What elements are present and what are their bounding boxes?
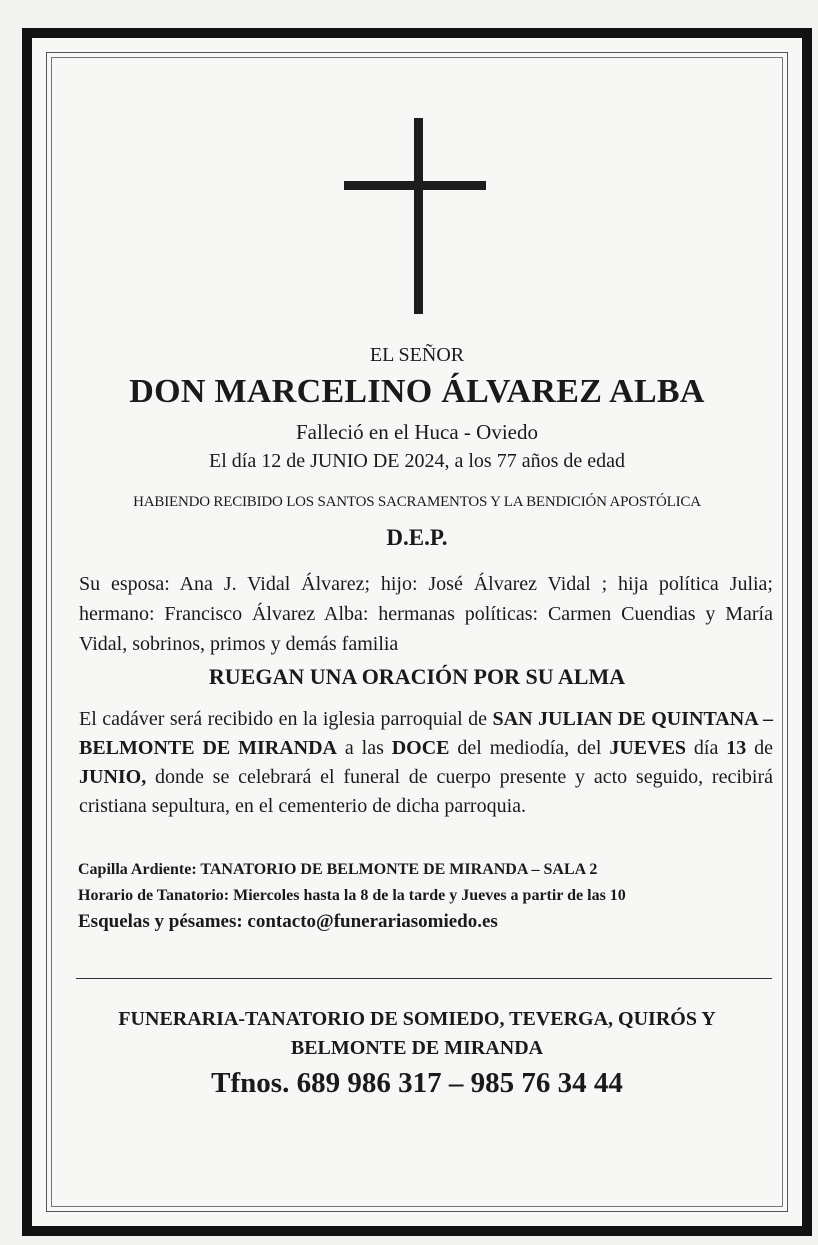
family-paragraph: Su esposa: Ana J. Vidal Álvarez; hijo: José Álvarez Vidal ; hija política Julia; hermano: Francisco Álvarez Alba: hermanas políticas: Carmen Cuendias y María Vidal, sobrinos, primos y demás familia [79, 573, 773, 655]
tanatorio-hours-line: Horario de Tanatorio: Miercoles hasta la 8 de la tarde y Jueves a partir de las 10 [78, 887, 626, 904]
ceremony-text-2: a las [337, 737, 392, 759]
ceremony-text-3: del mediodía, del [449, 737, 610, 759]
cross-horizontal-bar [344, 181, 486, 190]
divider-line [76, 978, 772, 979]
phone-numbers: Tfnos. 689 986 317 – 985 76 34 44 [211, 1067, 623, 1099]
ceremony-text-1: El cadáver será recibido en la iglesia parroquial de [79, 708, 493, 730]
obituary-card [22, 28, 812, 1236]
capilla-ardiente-line: Capilla Ardiente: TANATORIO DE BELMONTE DE MIRANDA – SALA 2 [78, 861, 598, 878]
title-prefix: EL SEÑOR [369, 344, 465, 366]
ceremony-paragraph [79, 705, 773, 821]
ceremony-time: DOCE [391, 737, 450, 759]
ceremony-day: 13 [726, 737, 747, 759]
prayer-request: RUEGAN UNA ORACIÓN POR SU ALMA [208, 664, 626, 689]
sacraments-line: HABIENDO RECIBIDO LOS SANTOS SACRAMENTOS Y LA BENDICIÓN APOSTÓLICA [133, 494, 701, 510]
ceremony-church: SAN JULIAN DE QUINTANA – BELMONTE DE MIRANDA [79, 708, 774, 759]
funeral-home-name-line1: FUNERARIA-TANATORIO DE SOMIEDO, TEVERGA, QUIRÓS Y [118, 1008, 716, 1030]
date-and-age: El día 12 de JUNIO DE 2024, a los 77 años de edad [208, 450, 626, 472]
dep-heading: D.E.P. [386, 525, 448, 550]
ceremony-weekday: JUEVES [609, 737, 687, 759]
deceased-name: DON MARCELINO ÁLVAREZ ALBA [129, 373, 705, 410]
cross-vertical-bar [414, 118, 423, 314]
ceremony-month: JUNIO, [79, 766, 147, 788]
ceremony-text-4: día [686, 737, 727, 759]
place-of-death: Falleció en el Huca - Oviedo [296, 420, 538, 444]
ceremony-text-6: donde se celebrará el funeral de cuerpo presente y acto seguido, recibirá cristiana sepultura, en el cementerio de dicha parroquia. [79, 766, 773, 817]
condolences-contact-line: Esquelas y pésames: contacto@funerariasomiedo.es [78, 911, 498, 932]
funeral-home-name-line2: BELMONTE DE MIRANDA [290, 1037, 544, 1059]
ceremony-text-5: de [746, 737, 774, 759]
